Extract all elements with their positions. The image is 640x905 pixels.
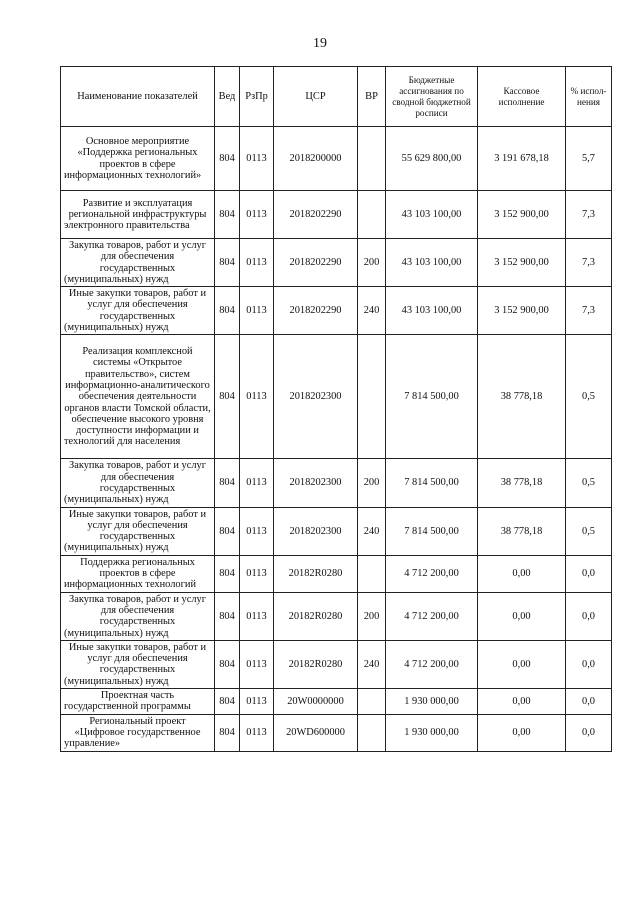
col-header-vr: ВР xyxy=(358,67,386,127)
cell-rzpr: 0113 xyxy=(240,335,274,459)
table-row xyxy=(61,191,612,239)
cell-csr: 2018202300 xyxy=(274,507,358,555)
table-row xyxy=(61,714,612,751)
cell-ved: 804 xyxy=(215,555,240,592)
cell-name: Иные закупки товаров, работ и услуг для обеспечения государственных (муниципальных) нужд xyxy=(61,287,215,335)
cell-vr: 240 xyxy=(358,640,386,688)
cell-cash: 38 778,18 xyxy=(478,459,566,507)
table-row xyxy=(61,287,612,335)
table-row xyxy=(61,335,612,459)
cell-budget: 43 103 100,00 xyxy=(386,287,478,335)
cell-cash: 0,00 xyxy=(478,592,566,640)
cell-budget: 1 930 000,00 xyxy=(386,689,478,715)
cell-cash: 0,00 xyxy=(478,640,566,688)
cell-csr: 2018202290 xyxy=(274,191,358,239)
cell-rzpr: 0113 xyxy=(240,555,274,592)
cell-budget: 43 103 100,00 xyxy=(386,191,478,239)
cell-rzpr: 0113 xyxy=(240,689,274,715)
cell-budget: 4 712 200,00 xyxy=(386,640,478,688)
cell-ved: 804 xyxy=(215,191,240,239)
cell-ved: 804 xyxy=(215,459,240,507)
cell-pct: 0,0 xyxy=(566,555,612,592)
cell-rzpr: 0113 xyxy=(240,507,274,555)
cell-csr: 2018202290 xyxy=(274,287,358,335)
cell-name: Закупка товаров, работ и услуг для обеспечения государственных (муниципальных) нужд xyxy=(61,239,215,287)
cell-ved: 804 xyxy=(215,335,240,459)
cell-name: Закупка товаров, работ и услуг для обеспечения государственных (муниципальных) нужд xyxy=(61,459,215,507)
cell-rzpr: 0113 xyxy=(240,239,274,287)
cell-name: Иные закупки товаров, работ и услуг для обеспечения государственных (муниципальных) нужд xyxy=(61,640,215,688)
cell-pct: 5,7 xyxy=(566,127,612,191)
cell-csr: 20182R0280 xyxy=(274,555,358,592)
cell-rzpr: 0113 xyxy=(240,459,274,507)
cell-budget: 7 814 500,00 xyxy=(386,459,478,507)
cell-vr xyxy=(358,335,386,459)
cell-name: Проектная часть государственной программы xyxy=(61,689,215,715)
table-row xyxy=(61,459,612,507)
cell-cash: 3 152 900,00 xyxy=(478,287,566,335)
cell-pct: 0,0 xyxy=(566,714,612,751)
col-header-rzpr: РзПр xyxy=(240,67,274,127)
cell-cash: 3 191 678,18 xyxy=(478,127,566,191)
col-header-name: Наименование показателей xyxy=(61,67,215,127)
cell-cash: 0,00 xyxy=(478,555,566,592)
cell-vr: 200 xyxy=(358,459,386,507)
cell-rzpr: 0113 xyxy=(240,127,274,191)
cell-cash: 38 778,18 xyxy=(478,335,566,459)
cell-cash: 3 152 900,00 xyxy=(478,191,566,239)
cell-ved: 804 xyxy=(215,507,240,555)
col-header-csr: ЦСР xyxy=(274,67,358,127)
cell-name: Реализация комплексной системы «Открытое правительство», систем информационно-аналитического обеспечения деятельности органов власти Томской области, обеспечение высокого уровня доступности информации и технологий для населения xyxy=(61,335,215,459)
cell-name: Закупка товаров, работ и услуг для обеспечения государственных (муниципальных) нужд xyxy=(61,592,215,640)
cell-vr xyxy=(358,714,386,751)
cell-pct: 7,3 xyxy=(566,287,612,335)
cell-csr: 20182R0280 xyxy=(274,640,358,688)
cell-pct: 0,5 xyxy=(566,335,612,459)
cell-budget: 55 629 800,00 xyxy=(386,127,478,191)
cell-vr: 240 xyxy=(358,287,386,335)
page-number: 19 xyxy=(313,36,327,51)
cell-vr xyxy=(358,191,386,239)
cell-ved: 804 xyxy=(215,714,240,751)
cell-pct: 7,3 xyxy=(566,191,612,239)
cell-budget: 7 814 500,00 xyxy=(386,507,478,555)
cell-csr: 20W0000000 xyxy=(274,689,358,715)
cell-rzpr: 0113 xyxy=(240,287,274,335)
cell-cash: 0,00 xyxy=(478,689,566,715)
cell-vr xyxy=(358,689,386,715)
table-row xyxy=(61,640,612,688)
cell-vr xyxy=(358,127,386,191)
cell-pct: 7,3 xyxy=(566,239,612,287)
cell-cash: 38 778,18 xyxy=(478,507,566,555)
cell-pct: 0,5 xyxy=(566,459,612,507)
table-row xyxy=(61,592,612,640)
budget-execution-table xyxy=(60,66,612,752)
cell-rzpr: 0113 xyxy=(240,640,274,688)
cell-ved: 804 xyxy=(215,592,240,640)
cell-vr xyxy=(358,555,386,592)
col-header-pct: % испол-нения xyxy=(566,67,612,127)
cell-name: Иные закупки товаров, работ и услуг для обеспечения государственных (муниципальных) нужд xyxy=(61,507,215,555)
cell-vr: 240 xyxy=(358,507,386,555)
cell-cash: 3 152 900,00 xyxy=(478,239,566,287)
col-header-cash: Кассовое исполнение xyxy=(478,67,566,127)
cell-name: Развитие и эксплуатация региональной инфраструктуры электронного правительства xyxy=(61,191,215,239)
table-row xyxy=(61,239,612,287)
cell-csr: 20182R0280 xyxy=(274,592,358,640)
cell-budget: 1 930 000,00 xyxy=(386,714,478,751)
cell-rzpr: 0113 xyxy=(240,714,274,751)
cell-csr: 2018202290 xyxy=(274,239,358,287)
cell-vr: 200 xyxy=(358,592,386,640)
table-body xyxy=(61,127,612,752)
cell-pct: 0,0 xyxy=(566,592,612,640)
cell-csr: 2018200000 xyxy=(274,127,358,191)
cell-budget: 4 712 200,00 xyxy=(386,555,478,592)
cell-rzpr: 0113 xyxy=(240,592,274,640)
cell-budget: 43 103 100,00 xyxy=(386,239,478,287)
cell-ved: 804 xyxy=(215,239,240,287)
cell-ved: 804 xyxy=(215,127,240,191)
cell-name: Основное мероприятие «Поддержка региональных проектов в сфере информационных технологий» xyxy=(61,127,215,191)
cell-budget: 4 712 200,00 xyxy=(386,592,478,640)
cell-pct: 0,5 xyxy=(566,507,612,555)
cell-csr: 2018202300 xyxy=(274,459,358,507)
table-header-row xyxy=(61,67,612,127)
cell-budget: 7 814 500,00 xyxy=(386,335,478,459)
cell-name: Региональный проект «Цифровое государственное управление» xyxy=(61,714,215,751)
table-row xyxy=(61,127,612,191)
cell-csr: 2018202300 xyxy=(274,335,358,459)
cell-cash: 0,00 xyxy=(478,714,566,751)
table-row xyxy=(61,689,612,715)
cell-pct: 0,0 xyxy=(566,640,612,688)
col-header-ved: Вед xyxy=(215,67,240,127)
cell-vr: 200 xyxy=(358,239,386,287)
cell-ved: 804 xyxy=(215,287,240,335)
table-row xyxy=(61,507,612,555)
cell-rzpr: 0113 xyxy=(240,191,274,239)
cell-pct: 0,0 xyxy=(566,689,612,715)
table-row xyxy=(61,555,612,592)
cell-ved: 804 xyxy=(215,640,240,688)
col-header-budget: Бюджетные ассигнования по сводной бюджетной росписи xyxy=(386,67,478,127)
cell-ved: 804 xyxy=(215,689,240,715)
cell-csr: 20WD600000 xyxy=(274,714,358,751)
cell-name: Поддержка региональных проектов в сфере информационных технологий xyxy=(61,555,215,592)
